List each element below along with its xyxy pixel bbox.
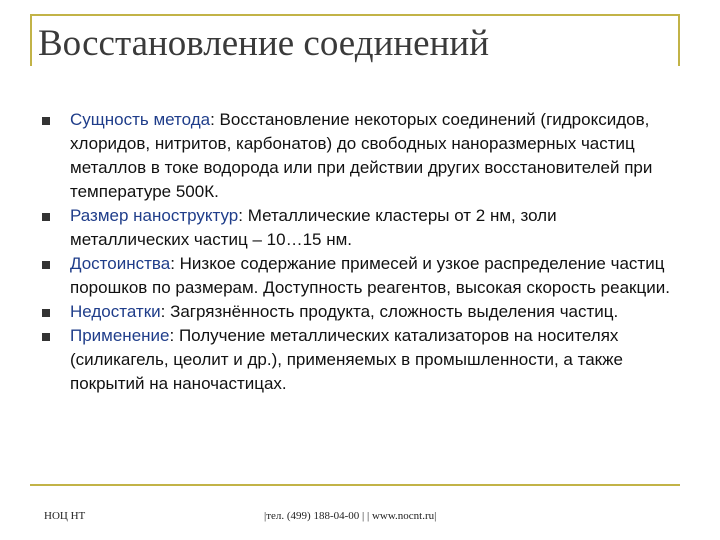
title-frame-top bbox=[30, 14, 680, 16]
bullet-text: : Получение металлических катализаторов на носителях (силикагель, цеолит и др.), применяемых в промышленности, а также покрытий на наночастицах. bbox=[70, 326, 623, 393]
title-frame-right bbox=[678, 14, 680, 66]
footer-divider bbox=[30, 484, 680, 486]
bullet-list bbox=[42, 108, 678, 396]
bullet-disadvantages bbox=[42, 300, 678, 324]
slide-title: Восстановление соединений bbox=[38, 23, 489, 64]
bullet-term: Достоинства bbox=[70, 254, 171, 273]
bullet-text: : Восстановление некоторых соединений (гидроксидов, хлоридов, нитритов, карбонатов) до свободных наноразмерных частиц металлов в токе водорода или при действии других восстановителей при температуре 500К. bbox=[70, 110, 653, 201]
square-bullet-icon bbox=[42, 213, 50, 221]
square-bullet-icon bbox=[42, 333, 50, 341]
bullet-term: Размер наноструктур bbox=[70, 206, 239, 225]
bullet-term: Применение bbox=[70, 326, 170, 345]
title-frame-left bbox=[30, 14, 32, 66]
bullet-term: Сущность метода bbox=[70, 110, 211, 129]
footer-organization: НОЦ НТ bbox=[44, 510, 86, 522]
bullet-text: : Загрязнённость продукта, сложность выделения частиц. bbox=[160, 302, 619, 321]
square-bullet-icon bbox=[42, 261, 50, 269]
bullet-text: : Металлические кластеры от 2 нм, золи металлических частиц – 10…15 нм. bbox=[70, 206, 557, 249]
bullet-text: : Низкое содержание примесей и узкое распределение частиц порошков по размерам. Доступность реагентов, высокая скорость реакции. bbox=[70, 254, 670, 297]
bullet-size bbox=[42, 204, 678, 252]
bullet-application bbox=[42, 324, 678, 396]
footer-contacts: |тел. (499) 188-04-00 | | www.nocnt.ru| bbox=[264, 510, 437, 522]
bullet-term: Недостатки bbox=[70, 302, 161, 321]
square-bullet-icon bbox=[42, 309, 50, 317]
square-bullet-icon bbox=[42, 117, 50, 125]
bullet-essence bbox=[42, 108, 678, 204]
bullet-advantages bbox=[42, 252, 678, 300]
